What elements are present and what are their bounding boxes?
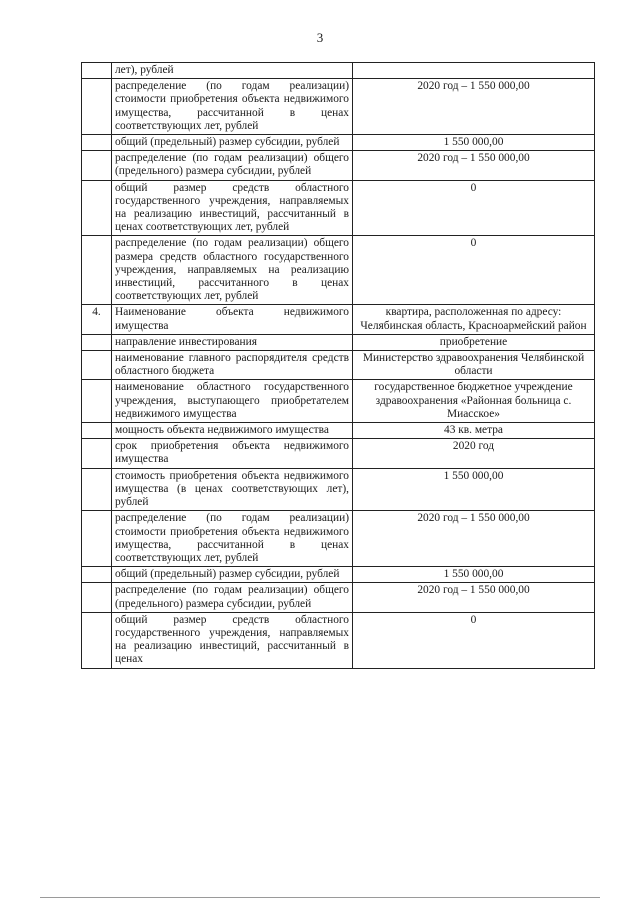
row-number	[82, 612, 112, 668]
row-value: 0	[353, 180, 595, 236]
row-number	[82, 380, 112, 423]
table-row	[82, 135, 595, 151]
row-value	[353, 63, 595, 79]
row-label: общий (предельный) размер субсидии, рублей	[112, 567, 353, 583]
row-value: 1 550 000,00	[353, 468, 595, 511]
row-value: квартира, расположенная по адресу: Челябинская область, Красноармейский район	[353, 305, 595, 334]
table-row	[82, 612, 595, 668]
row-value: 2020 год	[353, 439, 595, 468]
row-label: лет), рублей	[112, 63, 353, 79]
row-label: Наименование объекта недвижимого имущества	[112, 305, 353, 334]
row-label: распределение (по годам реализации) общего (предельного) размера субсидии, рублей	[112, 583, 353, 612]
table-row	[82, 511, 595, 567]
row-value: 1 550 000,00	[353, 135, 595, 151]
row-number	[82, 334, 112, 350]
row-value: 2020 год – 1 550 000,00	[353, 583, 595, 612]
table-row	[82, 79, 595, 135]
row-label: наименование областного государственного учреждения, выступающего приобретателем недвижимого имущества	[112, 380, 353, 423]
table-row	[82, 468, 595, 511]
row-number	[82, 151, 112, 180]
table-row	[82, 583, 595, 612]
row-number	[82, 583, 112, 612]
row-value: приобретение	[353, 334, 595, 350]
row-label: общий размер средств областного государственного учреждения, направляемых на реализацию инвестиций, рассчитанный в ценах соответствующих лет, рублей	[112, 180, 353, 236]
table-row	[82, 151, 595, 180]
row-number	[82, 511, 112, 567]
table-row	[82, 334, 595, 350]
row-number	[82, 63, 112, 79]
row-number	[82, 351, 112, 380]
row-number	[82, 135, 112, 151]
row-label: срок приобретения объекта недвижимого имущества	[112, 439, 353, 468]
row-label: общий размер средств областного государственного учреждения, направляемых на реализацию инвестиций, рассчитанный в ценах	[112, 612, 353, 668]
row-value: 0	[353, 612, 595, 668]
bottom-scan-edge	[40, 897, 600, 898]
row-label: распределение (по годам реализации) общего размера средств областного государственного учреждения, направляемых на реализацию инвестиций, рассчитанного в ценах соответствующих лет, рублей	[112, 236, 353, 305]
row-number	[82, 79, 112, 135]
row-label: наименование главного распорядителя средств областного бюджета	[112, 351, 353, 380]
page-number: 3	[316, 30, 324, 45]
table-row	[82, 305, 595, 334]
row-number	[82, 468, 112, 511]
table-row	[82, 380, 595, 423]
row-value: 2020 год – 1 550 000,00	[353, 79, 595, 135]
table-row	[82, 567, 595, 583]
table-row	[82, 236, 595, 305]
table-row	[82, 423, 595, 439]
row-label: распределение (по годам реализации) стоимости приобретения объекта недвижимого имущества, рассчитанной в ценах соответствующих лет, рублей	[112, 511, 353, 567]
row-label: общий (предельный) размер субсидии, рублей	[112, 135, 353, 151]
row-number	[82, 180, 112, 236]
row-value: 1 550 000,00	[353, 567, 595, 583]
table-row	[82, 180, 595, 236]
row-label: стоимость приобретения объекта недвижимого имущества (в ценах соответствующих лет), рублей	[112, 468, 353, 511]
row-value: государственное бюджетное учреждение здравоохранения «Районная больница с. Миасское»	[353, 380, 595, 423]
row-value: 2020 год – 1 550 000,00	[353, 151, 595, 180]
table-row	[82, 351, 595, 380]
row-label: распределение (по годам реализации) общего (предельного) размера субсидии, рублей	[112, 151, 353, 180]
row-number	[82, 439, 112, 468]
row-number	[82, 236, 112, 305]
row-value: 2020 год – 1 550 000,00	[353, 511, 595, 567]
row-number	[82, 567, 112, 583]
row-label: направление инвестирования	[112, 334, 353, 350]
row-number	[82, 423, 112, 439]
row-label: распределение (по годам реализации) стоимости приобретения объекта недвижимого имущества, рассчитанной в ценах соответствующих лет, рублей	[112, 79, 353, 135]
investment-table	[81, 62, 595, 669]
row-value: 0	[353, 236, 595, 305]
row-number: 4.	[82, 305, 112, 334]
row-value: Министерство здравоохранения Челябинской области	[353, 351, 595, 380]
table-row	[82, 63, 595, 79]
row-value: 43 кв. метра	[353, 423, 595, 439]
table-row	[82, 439, 595, 468]
row-label: мощность объекта недвижимого имущества	[112, 423, 353, 439]
